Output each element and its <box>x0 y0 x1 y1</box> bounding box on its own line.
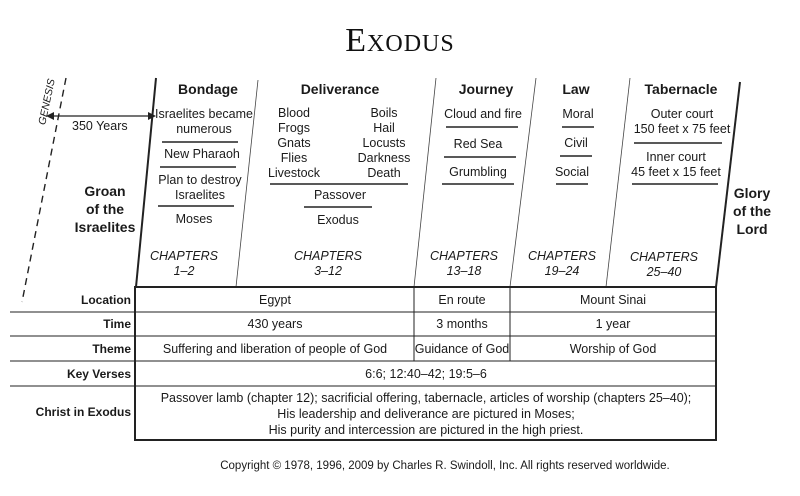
law-item: Civil <box>564 136 588 150</box>
cell-location-sinai: Mount Sinai <box>579 293 646 307</box>
bondage-item: Plan to destroy Israelites <box>158 173 242 202</box>
deliverance-chapters: CHAPTERS 3–12 <box>293 249 363 278</box>
years-label: 350 Years <box>72 119 128 133</box>
cell-location-enroute: En route <box>438 293 486 307</box>
cell-theme-3: Worship of God <box>569 342 657 356</box>
law-item: Moral <box>562 107 594 121</box>
heading-tabernacle: Tabernacle <box>644 81 718 97</box>
plagues-right-list: Boils Hail Locusts Darkness Death <box>357 106 411 180</box>
cell-theme-2: Guidance of God <box>414 342 510 356</box>
row-label-location: Location <box>81 293 131 307</box>
copyright: Copyright © 1978, 1996, 2009 by Charles R. Swindoll, Inc. All rights reserved worldwide. <box>220 460 670 472</box>
row-label-key-verses: Key Verses <box>66 367 131 381</box>
journey-item: Red Sea <box>453 137 503 151</box>
left-side-label: Groan of the Israelites <box>74 183 136 235</box>
law-chapters: CHAPTERS 19–24 <box>527 249 597 278</box>
plagues-left-list: Blood Frogs Gnats Flies Livestock <box>267 106 321 180</box>
row-label-christ: Christ in Exodus <box>35 405 131 419</box>
heading-law: Law <box>562 81 590 97</box>
cell-location-egypt: Egypt <box>259 293 291 307</box>
cell-time-1: 430 years <box>247 317 303 331</box>
heading-bondage: Bondage <box>178 81 238 97</box>
heading-deliverance: Deliverance <box>300 81 380 97</box>
journey-item: Grumbling <box>449 165 507 179</box>
tabernacle-chapters: CHAPTERS 25–40 <box>629 250 699 279</box>
cell-time-3: 1 year <box>595 317 631 331</box>
right-side-label: Glory of the Lord <box>732 185 772 237</box>
bondage-item: New Pharaoh <box>164 147 240 161</box>
journey-item: Cloud and fire <box>444 107 522 121</box>
genesis-label: GENESIS <box>36 77 58 126</box>
page-title: Exodus <box>345 22 455 59</box>
row-label-time: Time <box>103 317 131 331</box>
cell-christ: Passover lamb (chapter 12); sacrificial offering, tabernacle, articles of worship (chapters 25–40); His leadership and deliverance are pictured in Moses; His purity and intercession are pictured in the high priest. <box>160 391 692 437</box>
bondage-chapters: CHAPTERS 1–2 <box>149 249 219 278</box>
passover-label: Passover <box>313 188 367 202</box>
law-item: Social <box>554 165 590 179</box>
cell-key-verses: 6:6; 12:40–42; 19:5–6 <box>365 367 487 381</box>
bondage-item: Moses <box>175 212 213 226</box>
bondage-item: Israelites became numerous <box>155 107 253 136</box>
journey-chapters: CHAPTERS 13–18 <box>429 249 499 278</box>
exodus-label: Exodus <box>317 213 359 227</box>
row-label-theme: Theme <box>92 342 131 356</box>
heading-journey: Journey <box>458 81 514 97</box>
cell-theme-1: Suffering and liberation of people of God <box>162 342 388 356</box>
tabernacle-item: Outer court 150 feet x 75 feet <box>633 107 731 136</box>
cell-time-2: 3 months <box>436 317 488 331</box>
tabernacle-item: Inner court 45 feet x 15 feet <box>631 150 721 179</box>
